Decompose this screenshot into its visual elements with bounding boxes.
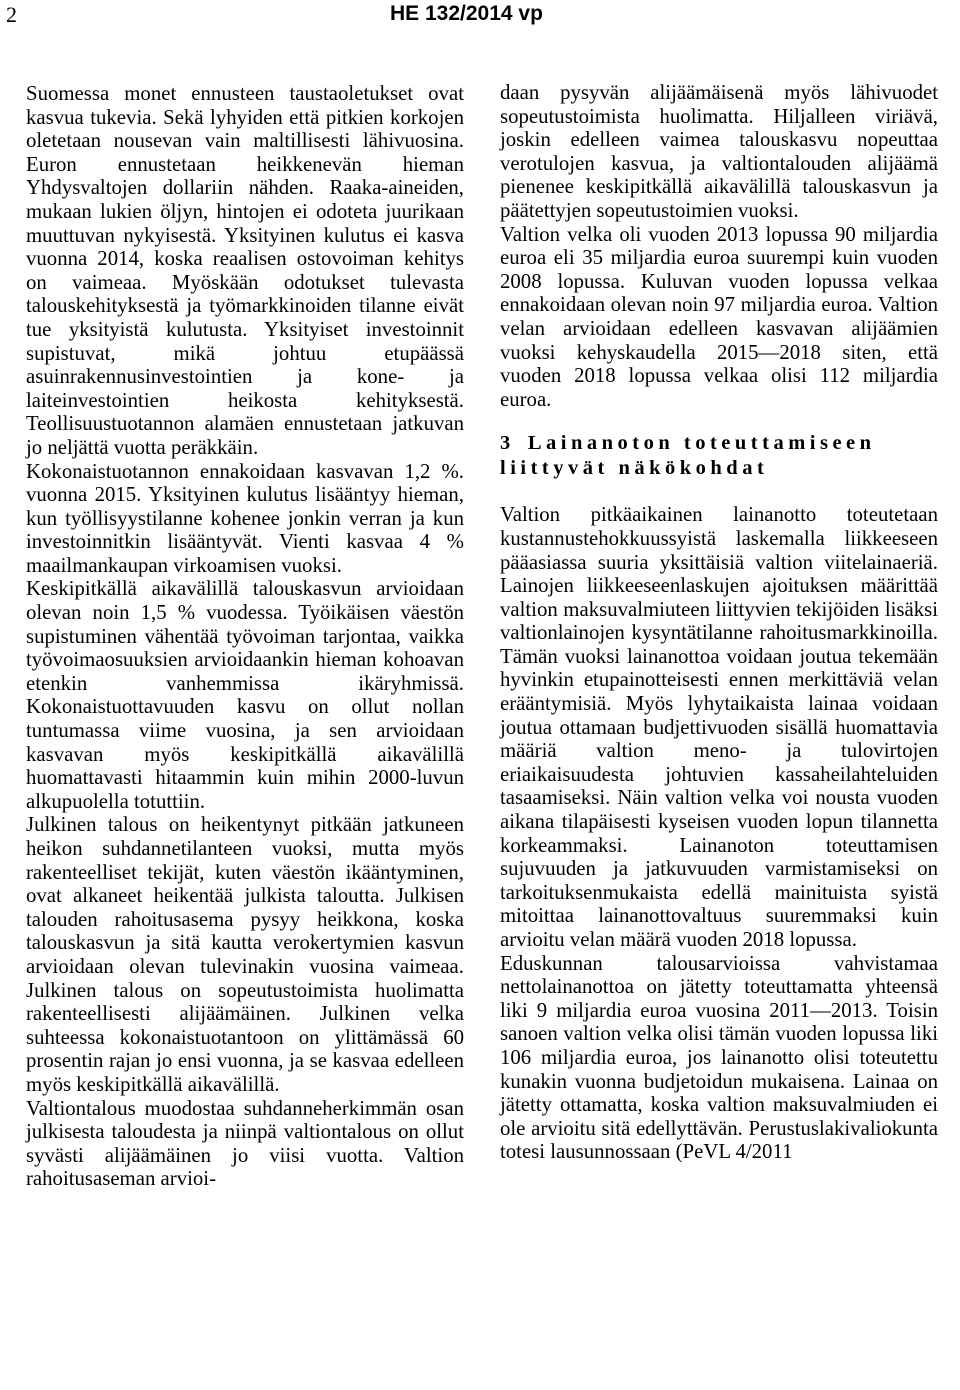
- paragraph: Julkinen talous on heikentynyt pitkään jatkuneen heikon suhdannetilanteen vuoksi, mutta myös rakenteelliset tekijät, kuten väestön ikääntyminen, ovat alkaneet heikentää julkista taloutta. Julkisen talouden rahoitusasema pysyy heikkona, koska talouskasvun ja sitä kautta verokertymien kasvun arvioidaan olevan tulevinakin vuosina vaimeaa. Julkinen talous on sopeutustoimista huolimatta rakenteellisesti alijäämäinen. Julkinen velka suhteessa kokonaistuotantoon on ylittämässä 60 prosentin rajan jo ensi vuonna, ja se kasvaa edelleen myös keskipitkällä aikavälillä.: [26, 813, 464, 1096]
- left-column: [26, 82, 464, 1191]
- page-header: [0, 0, 960, 34]
- paragraph: daan pysyvän alijäämäisenä myös lähivuodet sopeutustoimista huolimatta. Hiljalleen viriävä, joskin edelleen vaimea talouskasvu nopeuttaa verotulojen kasvua, ja valtiontalouden alijäämä pienenee keskipitkällä aikavälillä talouskasvun ja päätettyjen sopeutustoimien vuoksi.: [500, 81, 938, 222]
- document-id: HE 132/2014 vp: [390, 2, 543, 25]
- paragraph: Kokonaistuotannon ennakoidaan kasvavan 1,2 %. vuonna 2015. Yksityinen kulutus lisääntyy hieman, kun työllisyystilanne kohenee jonkin verran ja kun investoinnitkin lisääntyvät. Vienti kasvaa 4 % maailmankaupan virkoamisen vuoksi.: [26, 459, 464, 577]
- paragraph: Keskipitkällä aikavälillä talouskasvun arvioidaan olevan noin 1,5 % vuodessa. Työikäisen väestön supistuminen vähentää työvoiman tarjontaa, vaikka työvoimaosuuksien arvioidaankin hieman kohoavan etenkin vanhemmissa ikäryhmissä. Kokonaistuottavuuden kasvu on ollut nollan tuntumassa viime vuosina, ja sen arvioidaan kasvavan myös keskipitkällä aikavälillä huomattavasti hitaammin kuin mihin 2000-luvun alkupuolella totuttiin.: [26, 577, 464, 813]
- page-number: 2: [6, 2, 17, 27]
- paragraph: Valtion pitkäaikainen lainanotto toteutetaan kustannustehokkuussyistä laskemalla liikkeeseen pääasiassa suuria yksittäisiä valtion viitelainaeriä. Lainojen liikkeeseenlaskujen ajoituksen määrittää valtion maksuvalmiuteen liittyvien tekijöiden lisäksi valtionlainojen kysyntätilanne rahoitusmarkkinoilla. Tämän vuoksi lainanottoa voidaan joutua tekemään hyvinkin etupainotteisesti ennen merkittäviä velan erääntymisiä. Myös lyhytaikaista lainaa voidaan joutua ottamaan budjettivuoden sisällä huomattavia määriä valtion meno- ja tulovirtojen eriaikaisuudesta johtuvien kassaheilahteluiden tasaamiseksi. Näin valtion velka voi nousta vuoden aikana tilapäisesti kyseisen vuoden lopun tilannetta korkeammaksi. Lainanoton toteuttamisen sujuvuuden ja jatkuvuuden varmistamiseksi on tarkoituksenmukaista edellä mainituista syistä mitoittaa lainanottovaltuus suuremmaksi kuin arvioitu velan määrä vuoden 2018 lopussa.: [500, 503, 938, 951]
- section-number: 3: [500, 432, 511, 455]
- paragraph: Eduskunnan talousarvioissa vahvistamaa nettolainanottoa on jätetty toteuttamatta yhteensä liki 9 miljardia euroa vuosina 2011—2013. Toisin sanoen valtion velka olisi tämän vuoden lopussa liki 106 miljardia euroa, jos lainanotto olisi toteutettu kunakin vuonna budjetoidun mukaisena. Lainaa on jätetty ottamatta, koska valtion maksuvalmiuden ei ole arvioitu sitä edellyttävän. Perustuslakivaliokunta totesi lausunnossaan (PeVL 4/2011: [500, 951, 938, 1164]
- paragraph: Suomessa monet ennusteen taustaoletukset ovat kasvua tukevia. Sekä lyhyiden että pitkien korkojen oletetaan nousevan vain maltillisesti lähivuosina. Euron ennustetaan heikkenevän hieman Yhdysvaltojen dollariin nähden. Raaka-aineiden, mukaan lukien öljyn, hintojen ei odoteta juurikaan muuttuvan nykyisestä. Yksityinen kulutus ei kasva vuonna 2014, koska reaalisen ostovoiman kehitys on vaimeaa. Myöskään odotukset tulevasta talouskehityksestä ja työmarkkinoiden tilanne eivät tue yksityistä kulutusta. Yksityiset investoinnit supistuvat, mikä johtuu etupäässä asuinrakennusinvestointien ja kone- ja laiteinvestointien heikosta kehityksestä. Teollisuustuotannon alamäen ennustetaan jatkuvan jo neljättä vuotta peräkkäin.: [26, 82, 464, 459]
- right-column: [500, 81, 938, 1164]
- section-title: Lainanoton toteuttamiseen liittyvät näkökohdat: [500, 432, 876, 480]
- section-heading: [500, 431, 938, 481]
- paragraph: Valtiontalous muodostaa suhdanneherkimmän osan julkisesta taloudesta ja niinpä valtiontalous on ollut syvästi alijäämäinen jo viisi vuotta. Valtion rahoitusaseman arvioi-: [26, 1096, 464, 1191]
- paragraph: Valtion velka oli vuoden 2013 lopussa 90 miljardia euroa eli 35 miljardia euroa suurempi kuin vuoden 2008 lopussa. Kuluvan vuoden lopussa velkaa ennakoidaan olevan noin 97 miljardia euroa. Valtion velan arvioidaan edelleen kasvavan alijäämien vuoksi kehyskaudella 2015—2018 siten, että vuoden 2018 lopussa velkaa olisi 112 miljardia euroa.: [500, 222, 938, 411]
